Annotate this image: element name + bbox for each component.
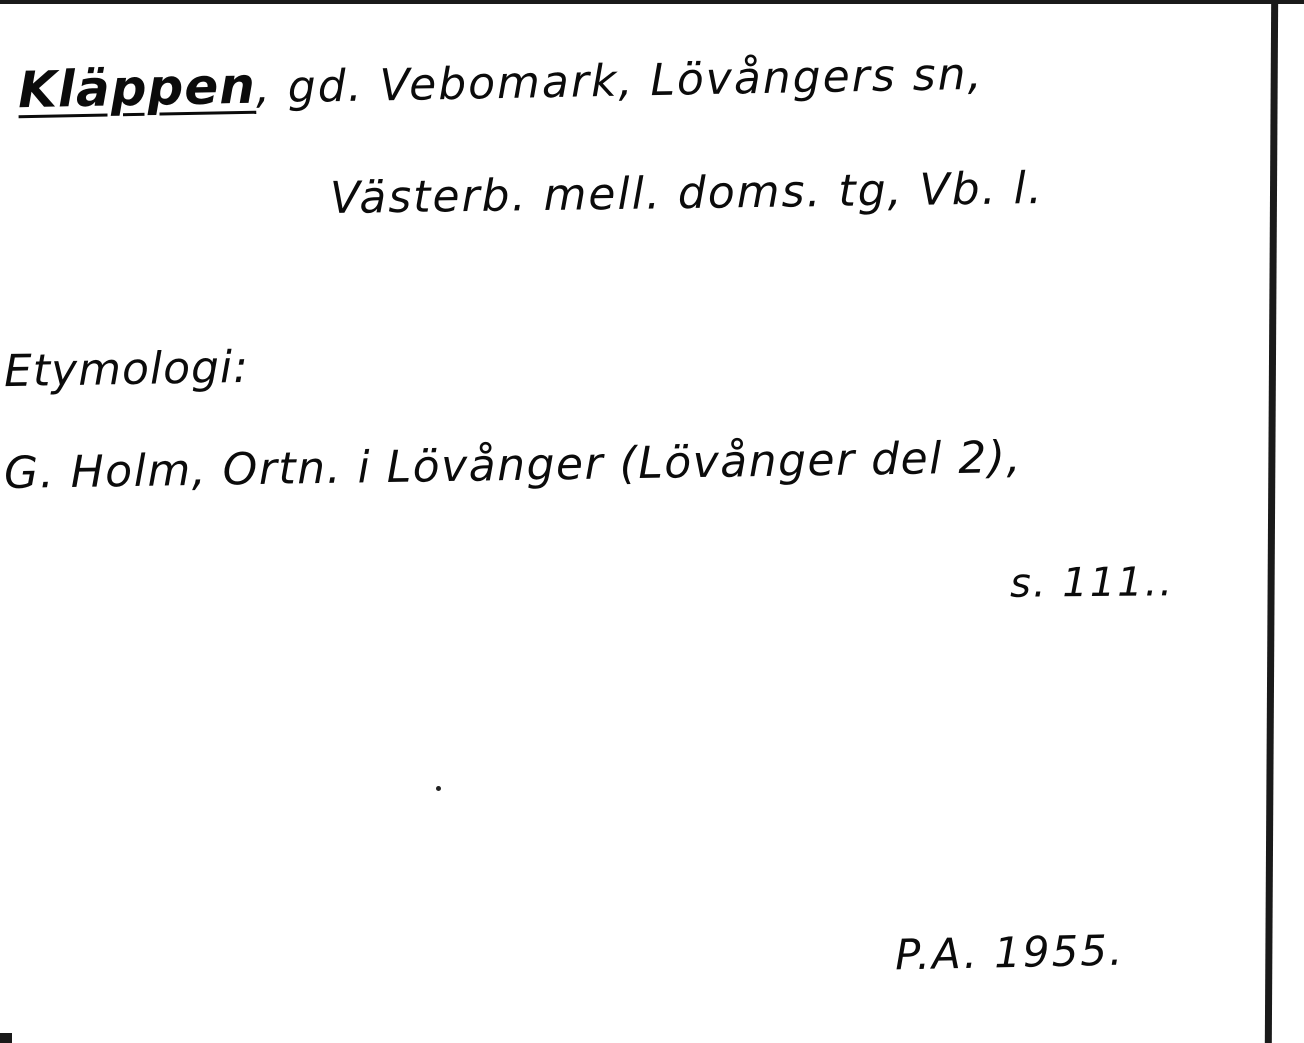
reference-page: s. 111.. (1009, 559, 1175, 607)
card-edge-top (0, 0, 1304, 4)
headword-qualifier: , gd. Vebomark, Lövångers sn, (255, 48, 984, 114)
headword-line (18, 43, 984, 120)
card-edge-bottom-left (0, 1033, 12, 1043)
place-detail-line: Västerb. mell. doms. tg, Vb. l. (329, 163, 1045, 224)
headword: Kläppen (17, 56, 257, 120)
etymology-label: Etymologi: (3, 341, 250, 398)
card-edge-right (1265, 0, 1278, 1043)
reference-line: G. Holm, Ortn. i Lövånger (Lövånger del 2), (3, 432, 1023, 499)
ink-speck (436, 786, 441, 791)
signature-line: P.A. 1955. (894, 925, 1125, 980)
